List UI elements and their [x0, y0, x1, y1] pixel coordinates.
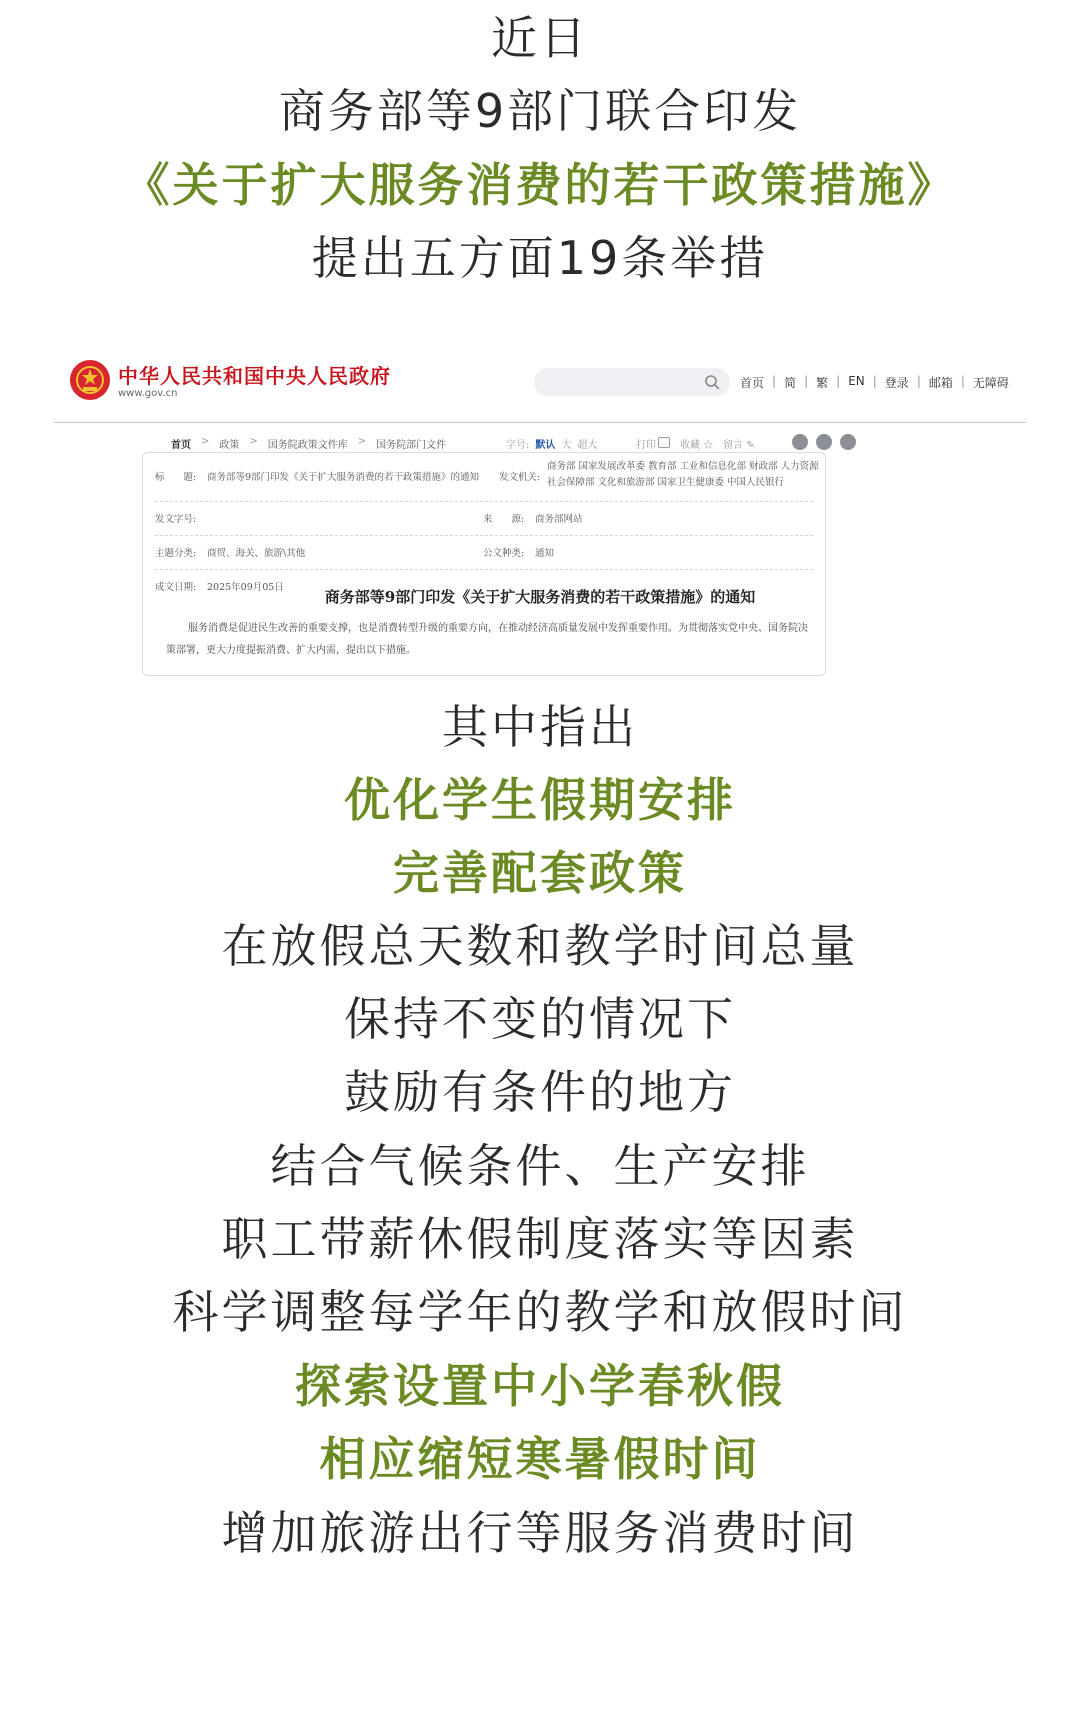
body-line-10: 探索设置中小学春秋假 [295, 1359, 785, 1413]
header-divider [54, 422, 1026, 423]
breadcrumb: 首页 > 政策 > 国务院政策文件库 > 国务院部门文件 [171, 436, 447, 451]
body-line-7: 结合气候条件、生产安排 [270, 1139, 810, 1193]
meta-organ-value: 商务部 国家发展改革委 教育部 工业和信息化部 财政部 人力资源社会保障部 文化和旅游部 国家卫生健康委 中国人民银行 [547, 461, 819, 488]
embedded-webpage-screenshot [54, 352, 1026, 732]
font-size-large[interactable]: 大 [561, 440, 572, 451]
document-title: 商务部等9部门印发《关于扩大服务消费的若干政策措施》的通知 [324, 588, 756, 606]
meta-topic-label: 主题分类: [155, 548, 197, 559]
page-tools [636, 436, 755, 451]
meta-source-value: 商务部网站 [535, 514, 583, 525]
meta-date-value: 2025年09月05日 [207, 582, 284, 593]
national-emblem-icon [70, 360, 110, 400]
meta-title-label: 标 题: [155, 472, 197, 483]
site-url: www.gov.cn [118, 388, 178, 399]
meta-row-title [155, 459, 819, 502]
breadcrumb-library[interactable]: 国务院政策文件库 [267, 440, 348, 451]
pencil-icon: ✎ [746, 440, 755, 451]
comment-button[interactable]: 留言 ✎ [723, 440, 755, 451]
favorite-button[interactable]: 收藏 ☆ [680, 440, 714, 451]
meta-date-label: 成文日期: [155, 582, 197, 593]
font-size-xlarge[interactable]: 超大 [577, 440, 598, 451]
nav-simplified[interactable]: 简 [784, 376, 797, 390]
font-size-label: 字号: [506, 440, 530, 451]
nav-english[interactable]: EN [848, 374, 865, 388]
nav-login[interactable]: 登录 [884, 376, 909, 390]
site-name[interactable]: 中华人民共和国中央人民政府 [118, 364, 391, 388]
intro-line-2: 商务部等9部门联合印发 [278, 84, 802, 138]
font-size-default[interactable]: 默认 [535, 440, 556, 451]
wechat-icon[interactable] [816, 434, 832, 450]
meta-title-value: 商务部等9部门印发《关于扩大服务消费的若干政策措施》的通知 [207, 472, 480, 483]
document-body: 服务消费是促进民生改善的重要支撑，也是消费转型升级的重要方向，在推动经济高质量发展中发挥重要作用。为贯彻落实党中央、国务院决策部署，更大力度提振消费、扩大内需，提出以下措施。 [166, 623, 808, 656]
meta-organ-label: 发文机关: [499, 472, 541, 483]
meta-type-label: 公文种类: [483, 548, 525, 559]
meta-row-docno [155, 501, 813, 536]
meta-docno-label: 发文字号: [155, 514, 197, 525]
nav-home[interactable]: 首页 [740, 376, 765, 390]
breadcrumb-policy[interactable]: 政策 [219, 440, 240, 451]
favorite-circle-icon[interactable] [840, 434, 856, 450]
meta-source-label: 来 源: [483, 514, 525, 525]
body-line-11: 相应缩短寒暑假时间 [319, 1432, 761, 1486]
nav-mail[interactable]: 邮箱 [928, 376, 953, 390]
body-line-6: 鼓励有条件的地方 [344, 1065, 736, 1119]
printer-icon [658, 437, 670, 448]
breadcrumb-department-docs[interactable]: 国务院部门文件 [376, 440, 447, 451]
intro-line-1: 近日 [491, 11, 589, 65]
body-line-9: 科学调整每学年的教学和放假时间 [172, 1285, 908, 1339]
star-icon: ☆ [703, 440, 714, 451]
intro-line-4: 提出五方面19条举措 [311, 231, 769, 285]
body-line-1: 其中指出 [442, 700, 638, 754]
body-line-5: 保持不变的情况下 [344, 992, 736, 1046]
top-nav: 首页 | 简 | 繁 | EN | 登录 | 邮箱 | 无障碍 [740, 374, 1009, 390]
body-line-2: 优化学生假期安排 [344, 773, 736, 827]
breadcrumb-home[interactable]: 首页 [171, 440, 191, 451]
search-icon[interactable] [704, 374, 720, 390]
meta-type-value: 通知 [535, 548, 555, 559]
share-icons [792, 434, 856, 450]
nav-traditional[interactable]: 繁 [816, 376, 829, 390]
font-size-switcher [506, 436, 597, 451]
body-line-4: 在放假总天数和教学时间总量 [221, 919, 859, 973]
body-line-3: 完善配套政策 [393, 846, 687, 900]
body-line-8: 职工带薪休假制度落实等因素 [221, 1212, 859, 1266]
search-input[interactable] [534, 368, 730, 396]
intro-policy-title: 《关于扩大服务消费的若干政策措施》 [123, 158, 957, 212]
weibo-icon[interactable] [792, 434, 808, 450]
meta-row-topic [155, 535, 813, 570]
body-line-12: 增加旅游出行等服务消费时间 [221, 1506, 859, 1560]
nav-accessibility[interactable]: 无障碍 [972, 376, 1009, 390]
meta-topic-value: 商贸、海关、旅游\其他 [207, 548, 306, 559]
print-button[interactable]: 打印 [636, 436, 670, 451]
